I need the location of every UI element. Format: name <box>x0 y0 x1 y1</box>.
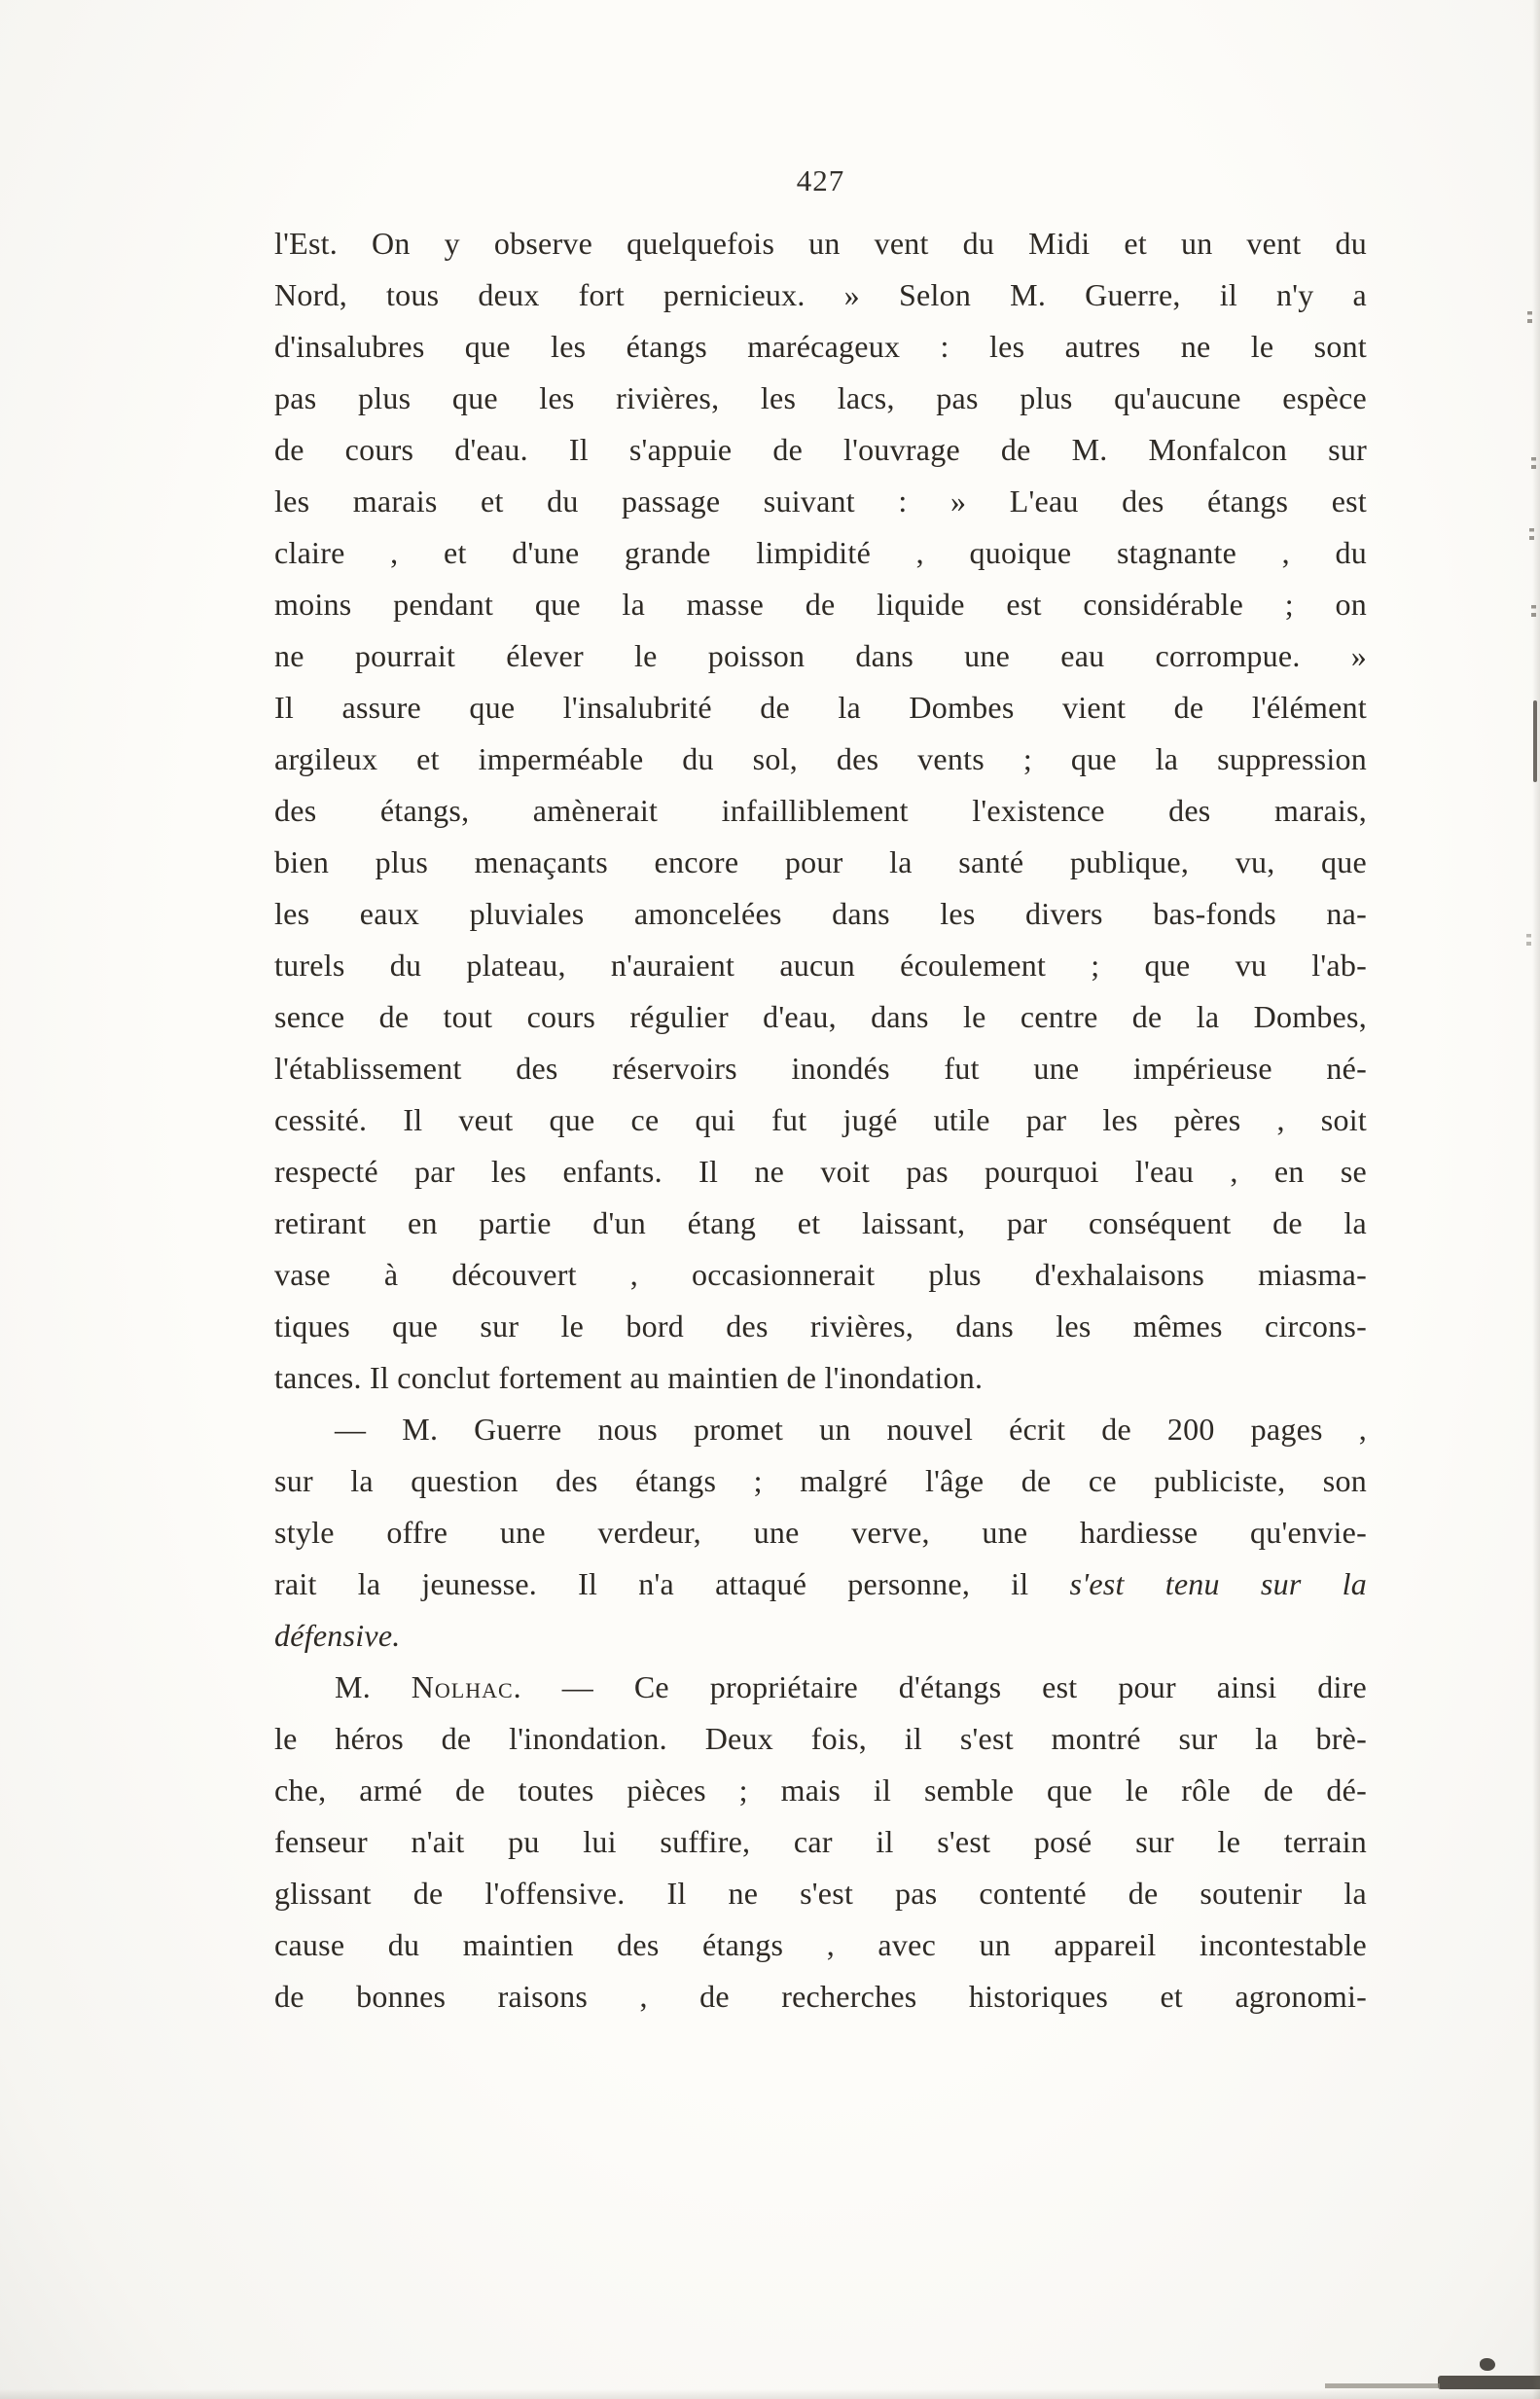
text-segment: cause du maintien des étangs , avec un appareil incontestable <box>274 1927 1367 1962</box>
text-segment: les eaux pluviales amoncelées dans les divers bas-fonds na- <box>274 896 1367 931</box>
text-segment: style offre une verdeur, une verve, une hardiesse qu'envie- <box>274 1515 1367 1550</box>
text-line <box>274 888 1367 940</box>
text-segment: — M. Guerre nous promet un nouvel écrit de 200 pages , <box>335 1412 1367 1447</box>
text-segment: de cours d'eau. Il s'appuie de l'ouvrage de M. Monfalcon sur <box>274 432 1367 467</box>
text-segment: M. <box>335 1669 412 1704</box>
text-line <box>274 1507 1367 1558</box>
text-line <box>274 1610 1367 1662</box>
text-segment: argileux et imperméable du sol, des vents ; que la suppression <box>274 741 1367 776</box>
text-line <box>274 1404 1367 1455</box>
text-segment: bien plus menaçants encore pour la santé publique, vu, que <box>274 844 1367 879</box>
scan-edge-streak <box>1438 2376 1540 2389</box>
text-segment: sur la question des étangs ; malgré l'âge de ce publiciste, son <box>274 1463 1367 1498</box>
text-line <box>274 1868 1367 1919</box>
text-line <box>274 1765 1367 1816</box>
text-segment: . — Ce propriétaire d'étangs est pour ainsi dire <box>513 1669 1367 1704</box>
scan-speck <box>1526 934 1531 946</box>
text-line <box>274 476 1367 527</box>
text-segment: ne pourrait élever le poisson dans une eau corrompue. » <box>274 638 1367 673</box>
text-segment: l'établissement des réservoirs inondés fut une impérieuse né- <box>274 1051 1367 1086</box>
text-line <box>274 630 1367 682</box>
text-line <box>274 269 1367 321</box>
text-segment: d'insalubres que les étangs marécageux : les autres ne le sont <box>274 329 1367 364</box>
text-line <box>274 1198 1367 1249</box>
text-segment: vase à découvert , occasionnerait plus d'exhalaisons miasma- <box>274 1257 1367 1292</box>
text-segment: tiques que sur le bord des rivières, dans les mêmes circons- <box>274 1308 1367 1343</box>
text-line <box>274 1816 1367 1868</box>
text-segment: l'Est. On y observe quelquefois un vent du Midi et un vent du <box>274 226 1367 261</box>
text-line <box>274 1146 1367 1198</box>
text-line <box>274 373 1367 424</box>
text-segment: retirant en partie d'un étang et laissant, par conséquent de la <box>274 1205 1367 1240</box>
text-segment: défensive. <box>274 1618 401 1653</box>
text-line <box>274 321 1367 373</box>
text-line <box>274 734 1367 785</box>
text-segment: claire , et d'une grande limpidité , quoique stagnante , du <box>274 535 1367 570</box>
text-segment: cessité. Il veut que ce qui fut jugé utile par les pères , soit <box>274 1102 1367 1137</box>
text-segment: Nord, tous deux fort pernicieux. » Selon M. Guerre, il n'y a <box>274 277 1367 312</box>
text-line <box>274 1971 1367 2023</box>
text-line <box>274 218 1367 269</box>
text-segment: glissant de l'offensive. Il ne s'est pas contenté de soutenir la <box>274 1876 1367 1911</box>
text-line <box>274 1249 1367 1301</box>
text-line <box>274 682 1367 734</box>
text-line <box>274 1043 1367 1094</box>
text-line <box>274 1919 1367 1971</box>
text-line <box>274 785 1367 837</box>
text-line <box>274 1455 1367 1507</box>
text-segment: turels du plateau, n'auraient aucun écoulement ; que vu l'ab- <box>274 948 1367 983</box>
text-line <box>274 940 1367 991</box>
text-segment: des étangs, amènerait infailliblement l'existence des marais, <box>274 793 1367 828</box>
text-segment: Nolhac <box>411 1669 514 1704</box>
text-segment: moins pendant que la masse de liquide est considérable ; on <box>274 587 1367 622</box>
text-line <box>274 1662 1367 1713</box>
text-segment: che, armé de toutes pièces ; mais il semble que le rôle de dé- <box>274 1772 1367 1808</box>
scan-edge-shadow <box>1532 0 1540 2399</box>
text-segment: rait la jeunesse. Il n'a attaqué personne, il <box>274 1566 1070 1601</box>
text-line <box>274 579 1367 630</box>
page-text-block <box>274 218 1367 2023</box>
scan-edge-streak <box>1325 2383 1440 2388</box>
text-segment: le héros de l'inondation. Deux fois, il s'est montré sur la brè- <box>274 1721 1367 1756</box>
text-line <box>274 1301 1367 1352</box>
text-segment: Il assure que l'insalubrité de la Dombes vient de l'élément <box>274 690 1367 725</box>
page-number: 427 <box>796 163 845 197</box>
text-segment: s'est tenu sur la <box>1069 1566 1368 1601</box>
text-segment: fenseur n'ait pu lui suffire, car il s'est posé sur le terrain <box>274 1824 1367 1859</box>
text-line <box>274 1094 1367 1146</box>
text-line <box>274 1352 1367 1404</box>
text-line <box>274 991 1367 1043</box>
text-line <box>274 424 1367 476</box>
text-line <box>274 527 1367 579</box>
text-segment: les marais et du passage suivant : » L'eau des étangs est <box>274 483 1367 519</box>
text-segment: sence de tout cours régulier d'eau, dans le centre de la Dombes, <box>274 999 1367 1034</box>
text-segment: pas plus que les rivières, les lacs, pas plus qu'aucune espèce <box>274 380 1367 415</box>
text-line <box>274 1713 1367 1765</box>
scan-edge-shadow <box>0 2389 1540 2399</box>
scan-ink-blot <box>1480 2358 1495 2371</box>
text-segment: respecté par les enfants. Il ne voit pas pourquoi l'eau , en se <box>274 1154 1367 1189</box>
text-segment: de bonnes raisons , de recherches historiques et agronomi- <box>274 1979 1367 2014</box>
text-line <box>274 837 1367 888</box>
text-line <box>274 1558 1367 1610</box>
text-segment: tances. Il conclut fortement au maintien de l'inondation. <box>274 1360 984 1395</box>
